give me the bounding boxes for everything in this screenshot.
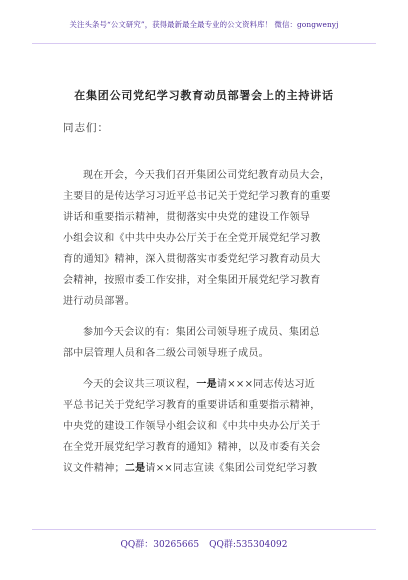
agenda-intro-text: 今天的会议共三项议程， <box>83 379 197 390</box>
agenda-item-two-marker: 二是 <box>124 463 146 474</box>
paragraph-line: 会精神，按照市委工作安排，对全集团开展党纪学习教育 <box>63 275 321 286</box>
salutation: 同志们： <box>63 122 109 134</box>
paragraph-line: 小组会议和《中共中央办公厅关于在全党开展党纪学习教 <box>63 233 321 244</box>
agenda-item-one-text: 请×××同志传达习近 <box>216 379 316 390</box>
paragraph-line: 进行动员部署。 <box>63 296 136 307</box>
header-banner <box>0 19 408 30</box>
paragraph-line: 讲话和重要指示精神，贯彻落实中央党的建设工作领导 <box>63 212 311 223</box>
paragraph-line: 在全党开展党纪学习教育的通知》精神，以及市委有关会 <box>63 442 321 453</box>
agenda-continuation-text: 议文件精神； <box>63 463 125 474</box>
banner-link[interactable]: 关注头条号“公文研究”，获得最新最全最专业的公文资料库！ 微信：gongwenyj <box>69 20 339 29</box>
paragraph-line: 中央党的建设工作领导小组会议和《中共中央办公厅关于 <box>63 421 321 432</box>
paragraph-line: 部中层管理人员和各二级公司领导班子成员。 <box>63 348 269 359</box>
paragraph-line: 育的通知》精神，深入贯彻落实市委党纪学习教育动员大 <box>63 254 321 265</box>
paragraph-line: 主要目的是传达学习习近平总书记关于党纪学习教育的重要 <box>63 191 331 202</box>
paragraph-opening <box>63 165 353 312</box>
header-rule <box>32 43 376 44</box>
footer <box>0 537 408 550</box>
paragraph-line: 参加今天会议的有：集团公司领导班子成员、集团总 <box>83 327 320 338</box>
paragraph-attendees <box>63 322 353 364</box>
footer-rule <box>32 529 376 530</box>
agenda-item-two-text: 请××同志宣读《集团公司党纪学习教 <box>145 463 318 474</box>
agenda-item-one-marker: 一是 <box>196 379 217 390</box>
footer-qq-group-2: QQ群:535304092 <box>209 540 288 550</box>
paragraph-agenda <box>63 374 353 479</box>
paragraph-line <box>63 458 353 479</box>
paragraph-line: 现在开会，今天我们召开集团公司党纪教育动员大会， <box>83 170 331 181</box>
paragraph-line: 平总书记关于党纪学习教育的重要讲话和重要指示精神， <box>63 400 321 411</box>
document-title: 在集团公司党纪学习教育动员部署会上的主持讲话 <box>74 89 334 102</box>
footer-qq-group-1: QQ群：30265665 <box>120 540 200 550</box>
paragraph-line <box>63 374 353 395</box>
